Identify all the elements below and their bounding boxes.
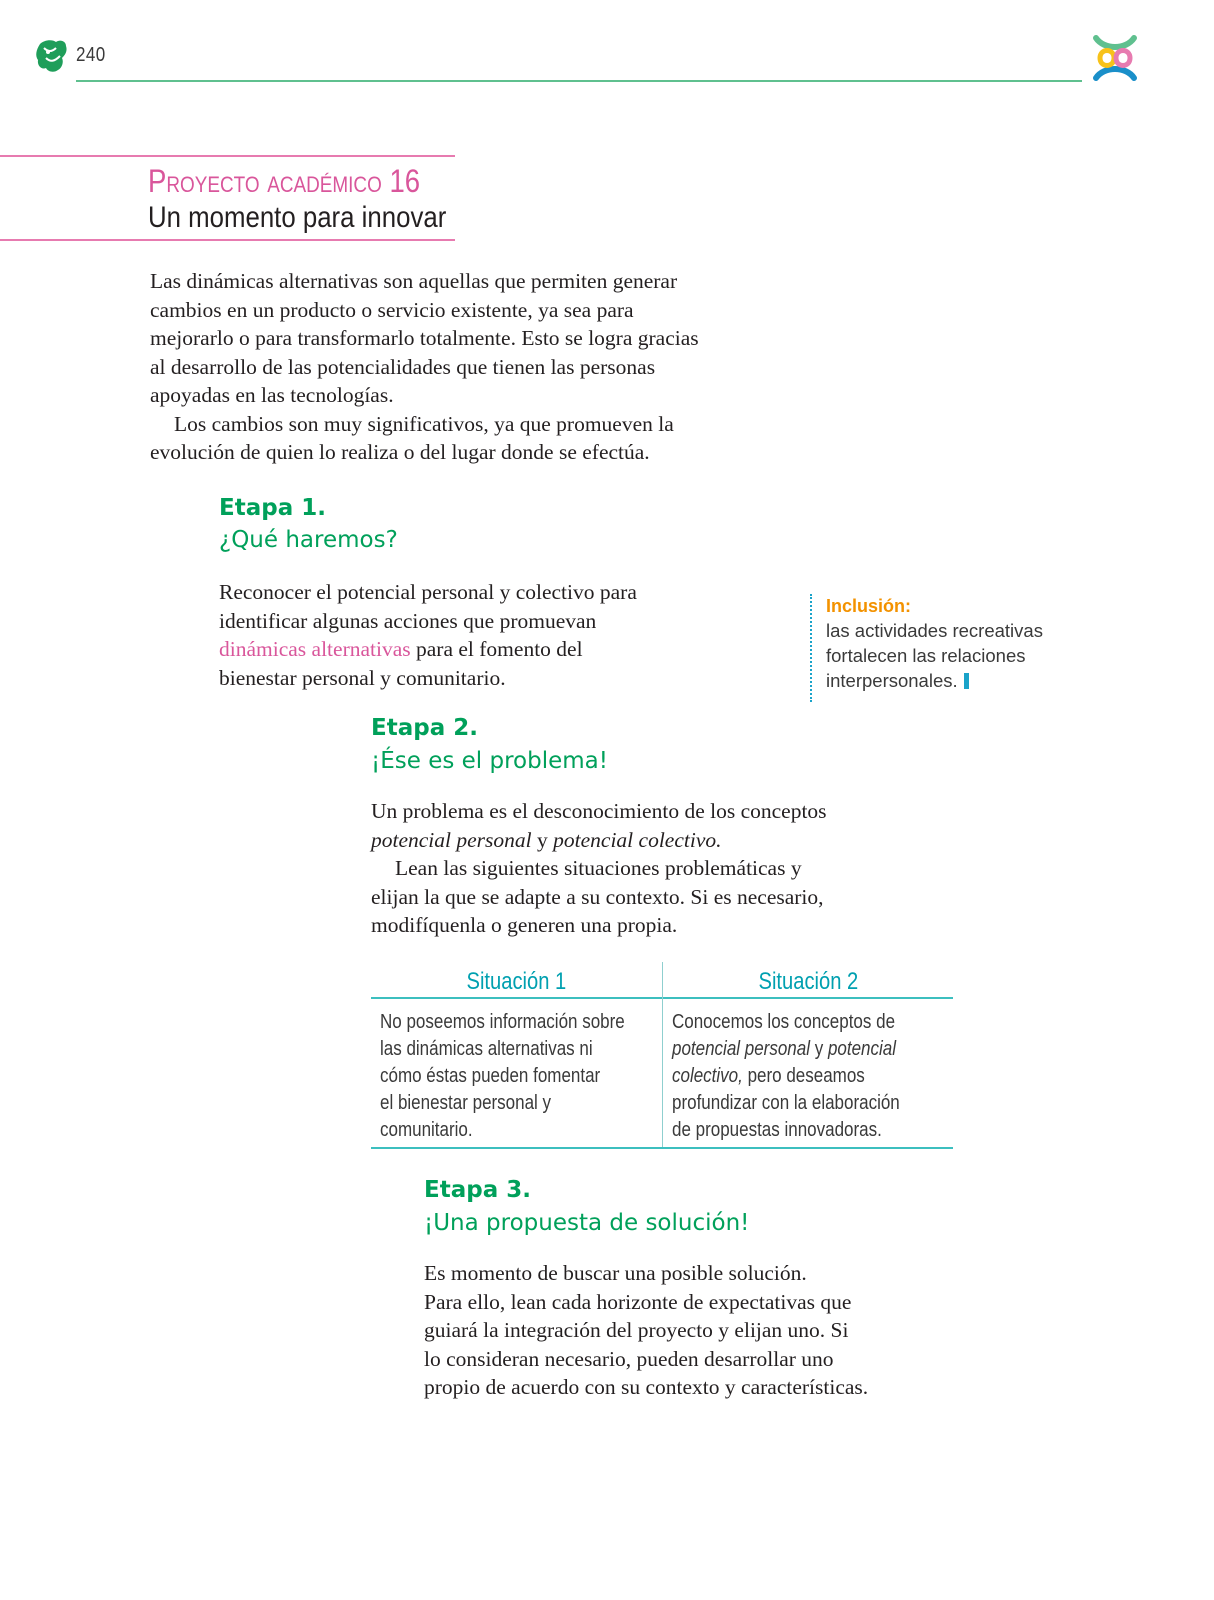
sidebar-title: Inclusión:: [826, 596, 911, 616]
etapa3-subtitle: ¡Una propuesta de solución!: [424, 1210, 750, 1236]
etapa2-line: y: [531, 827, 554, 852]
concept-term: potencial personal: [371, 827, 532, 852]
sidebar-line: fortalecen las relaciones: [826, 645, 1026, 666]
situation-line: las dinámicas alternativas ni: [380, 1038, 593, 1060]
intro-line: Las dinámicas alternativas son aquellas que permiten generar: [150, 269, 678, 293]
etapa1-line: bienestar personal y comunitario.: [219, 665, 506, 690]
header-rule: [76, 80, 1082, 82]
etapa2-line: modifíquenla o generen una propia.: [371, 913, 678, 937]
situation-1-heading: [371, 962, 662, 999]
situation-line: de propuestas innovadoras.: [672, 1119, 882, 1141]
situation-line: [672, 1036, 911, 1063]
situations-table: [371, 962, 953, 1149]
situation-2-column: [662, 962, 953, 1147]
end-mark-icon: [964, 673, 969, 689]
intro-paragraph: [150, 267, 770, 467]
etapa1-line: identificar algunas acciones que promuevan: [219, 608, 597, 633]
etapa2-title: Etapa 2.: [371, 715, 478, 741]
etapa2-line: Lean las siguientes situaciones problemáticas y: [395, 856, 802, 880]
intro-line: evolución de quien lo realiza o del lugar donde se efectúa.: [150, 440, 650, 464]
situation-line: No poseemos información sobre: [380, 1011, 625, 1033]
etapa1-line: Reconocer el potencial personal y colectivo para: [219, 580, 637, 604]
etapa2-line: elijan la que se adapte a su contexto. Si es necesario,: [371, 884, 824, 909]
situation-line: cómo éstas pueden fomentar: [380, 1065, 601, 1087]
situation-line: el bienestar personal y: [380, 1092, 552, 1114]
etapa3-line: guiará la integración del proyecto y elijan uno. Si: [424, 1318, 849, 1342]
etapa3-paragraph: [424, 1259, 944, 1402]
concept-term: potencial colectivo.: [553, 827, 722, 852]
situation-line: [672, 1063, 911, 1090]
etapa1-subtitle: ¿Qué haremos?: [219, 527, 398, 553]
situation-heading-text: Situación 2: [758, 968, 858, 995]
situation-line: profundizar con la elaboración: [672, 1092, 900, 1114]
colorful-interlocked-logo-icon: [1090, 32, 1140, 84]
situation-text: y: [809, 1038, 828, 1060]
situation-text: pero deseamos: [742, 1065, 865, 1087]
etapa2-line: Un problema es el desconocimiento de los conceptos: [371, 799, 827, 823]
etapa1-title: Etapa 1.: [219, 495, 326, 521]
highlight-term: dinámicas alternativas: [219, 637, 411, 661]
etapa2-subtitle: ¡Ése es el problema!: [371, 748, 608, 774]
concept-term: potencial: [827, 1038, 897, 1060]
situation-1-body: [371, 999, 662, 1144]
situation-line: Conocemos los conceptos de: [672, 1011, 896, 1033]
etapa3-line: lo consideran necesario, pueden desarrollar uno: [424, 1346, 834, 1371]
etapa1-line: para el fomento del: [410, 637, 583, 661]
etapa3-title: Etapa 3.: [424, 1177, 531, 1203]
green-leaf-mascot-icon: [34, 38, 68, 74]
intro-line: Los cambios son muy significativos, ya que promueven la: [174, 411, 674, 436]
concept-term: potencial personal: [672, 1038, 810, 1060]
intro-line: al desarrollo de las potencialidades que tienen las personas: [150, 354, 656, 379]
etapa1-paragraph: [219, 578, 739, 692]
situation-heading-text: Situación 1: [466, 968, 567, 995]
sidebar-line: las actividades recreativas: [826, 620, 1043, 641]
project-title: Un momento para innovar: [148, 201, 447, 234]
etapa3-line: Para ello, lean cada horizonte de expectativas que: [424, 1289, 852, 1314]
concept-term: colectivo,: [672, 1065, 743, 1087]
situation-2-heading: [663, 962, 953, 999]
intro-line: apoyadas en las tecnologías.: [150, 383, 394, 407]
project-label: Proyecto académico 16: [148, 163, 421, 199]
situation-1-column: [371, 962, 662, 1147]
etapa3-line: Es momento de buscar una posible solución.: [424, 1261, 807, 1285]
page-number: 240: [76, 44, 106, 66]
etapa2-paragraph: [371, 797, 931, 940]
inclusion-sidebar: [810, 594, 1070, 702]
situation-2-body: [663, 999, 953, 1144]
intro-line: cambios en un producto o servicio existente, ya sea para: [150, 297, 634, 322]
intro-line: mejorarlo o para transformarlo totalmente. Esto se logra gracias: [150, 326, 699, 350]
etapa3-line: propio de acuerdo con su contexto y características.: [424, 1375, 869, 1399]
sidebar-line: interpersonales.: [826, 670, 958, 691]
situation-line: comunitario.: [380, 1119, 473, 1141]
